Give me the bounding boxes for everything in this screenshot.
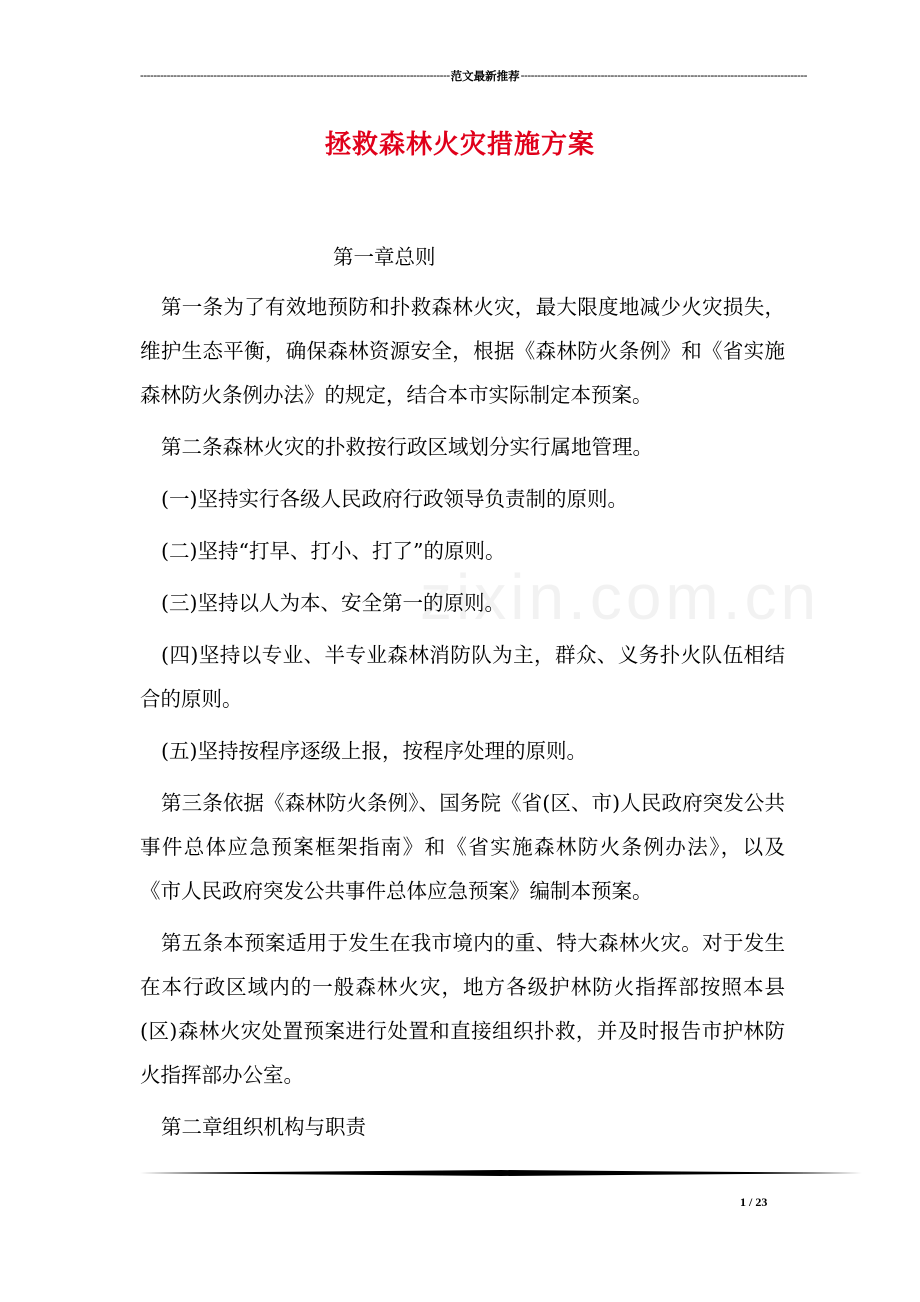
page-header — [140, 68, 808, 84]
header-dashes-right: -------------------------------------------------------------------------------------- — [520, 70, 808, 82]
paragraph: (五)坚持按程序逐级上报，按程序处理的原则。 — [161, 739, 587, 763]
document-body — [140, 235, 785, 1157]
watermark: zixin.com.cn — [420, 561, 821, 633]
paragraph: (二)坚持“打早、打小、打了”的原则。 — [161, 539, 506, 563]
footer-rule — [140, 1170, 862, 1176]
paragraph: 第五条本预案适用于发生在我市境内的重、特大森林火灾。对于发生在本行政区域内的一般森林火灾，地方各级护林防火指挥部按照本县(区)森林火灾处置预案进行处置和直接组织扑救，并及时报告市护林防火指挥部办公室。 — [140, 931, 785, 1087]
paragraph: 第一条为了有效地预防和扑救森林火灾，最大限度地减少火灾损失，维护生态平衡，确保森林资源安全，根据《森林防火条例》和《省实施森林防火条例办法》的规定，结合本市实际制定本预案。 — [140, 295, 785, 407]
paragraph: 第三条依据《森林防火条例》、国务院《省(区、市)人民政府突发公共事件总体应急预案框架指南》和《省实施森林防火条例办法》，以及《市人民政府突发公共事件总体应急预案》编制本预案。 — [140, 791, 785, 903]
chapter-heading-1: 第一章总则 — [333, 245, 436, 269]
paragraph: 第二条森林火灾的扑救按行政区域划分实行属地管理。 — [161, 435, 653, 459]
header-label: 范文最新推荐 — [450, 71, 520, 83]
paragraph: (三)坚持以人为本、安全第一的原则。 — [161, 591, 505, 615]
page-number: 1 / 23 — [740, 1195, 768, 1209]
chapter-heading-2: 第二章组织机构与职责 — [161, 1115, 366, 1139]
document-title: 拯救森林火灾措施方案 — [324, 130, 595, 160]
paragraph: (四)坚持以专业、半专业森林消防队为主，群众、义务扑火队伍相结合的原则。 — [140, 643, 785, 711]
paragraph: (一)坚持实行各级人民政府行政领导负责制的原则。 — [161, 487, 628, 511]
header-dashes-left: --------------------------------------------------------------------------------------------- — [140, 70, 450, 82]
